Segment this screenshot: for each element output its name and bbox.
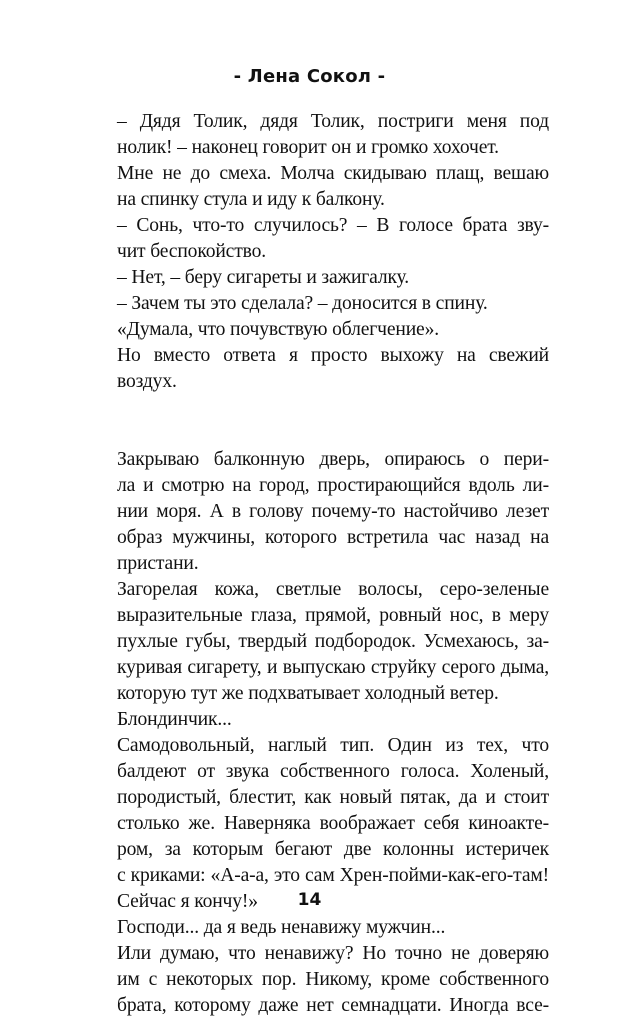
text-line: – Нет, – беру сигареты и зажигалку.: [117, 267, 410, 288]
paragraph: [92, 707, 549, 733]
paragraph: [92, 291, 549, 317]
text-line: Загорелая кожа, светлые волосы, серо-зеленые: [117, 579, 549, 600]
text-line: Или думаю, что ненавижу? Но точно не доверяю: [117, 943, 549, 964]
text-line: нолик! – наконец говорит он и громко хохочет.: [117, 137, 499, 158]
text-line: – Зачем ты это сделала? – доносится в спину.: [117, 293, 488, 314]
text-line: образ мужчины, которого встретила час назад на: [117, 527, 549, 548]
page-text-body: [92, 109, 549, 1019]
text-line: Закрываю балконную дверь, опираюсь о пери-: [117, 449, 549, 470]
text-line: – Дядя Толик, дядя Толик, постриги меня под: [117, 111, 549, 132]
paragraph: [92, 213, 549, 265]
text-line: Господи... да я ведь ненавижу мужчин...: [117, 917, 446, 938]
text-line: столько же. Наверняка воображает себя киноакте-: [117, 813, 549, 834]
paragraph: [92, 109, 549, 161]
text-line: пристани.: [117, 553, 199, 574]
paragraph: [92, 343, 549, 395]
text-line: породистый, блестит, как новый пятак, да и стоит: [117, 787, 549, 808]
text-line: нии моря. А в голову почему-то настойчиво лезет: [117, 501, 549, 522]
text-line: с криками: «А-а-а, это сам Хрен-пойми-как-его-там!: [117, 865, 549, 886]
running-header: - Лена Сокол -: [233, 66, 386, 87]
text-line: на спинку стула и иду к балкону.: [117, 189, 385, 210]
paragraph: [92, 447, 549, 577]
page-number: 14: [297, 890, 322, 910]
paragraph: [92, 317, 549, 343]
text-line: Но вместо ответа я просто выхожу на свежий: [117, 345, 549, 366]
text-line: брата, которому даже нет семнадцати. Иногда все-: [117, 995, 549, 1016]
text-line: им с некоторых пор. Никому, кроме собственного: [117, 969, 549, 990]
section-break: [92, 395, 549, 447]
paragraph: [92, 577, 549, 707]
paragraph: [92, 265, 549, 291]
paragraph: [92, 915, 549, 941]
paragraph: [92, 161, 549, 213]
paragraph: [92, 733, 549, 915]
text-line: Сейчас я кончу!»: [117, 891, 258, 912]
text-line: куривая сигарету, и выпускаю струйку серого дыма,: [117, 657, 549, 678]
text-line: пухлые губы, твердый подбородок. Усмехаюсь, за-: [117, 631, 549, 652]
text-line: чит беспокойство.: [117, 241, 267, 262]
text-line: Самодовольный, наглый тип. Один из тех, что: [117, 735, 549, 756]
text-line: которую тут же подхватывает холодный ветер.: [117, 683, 499, 704]
text-line: выразительные глаза, прямой, ровный нос, в меру: [117, 605, 549, 626]
paragraph: [92, 941, 549, 1019]
text-line: воздух.: [117, 371, 177, 392]
text-line: – Сонь, что-то случилось? – В голосе брата зву-: [117, 215, 549, 236]
text-line: «Думала, что почувствую облегчение».: [117, 319, 440, 340]
text-line: балдеют от звука собственного голоса. Холеный,: [117, 761, 549, 782]
text-line: Мне не до смеха. Молча скидываю плащ, вешаю: [117, 163, 549, 184]
text-line: Блондинчик...: [117, 709, 232, 730]
text-line: ла и смотрю на город, простирающийся вдоль ли-: [117, 475, 549, 496]
text-line: ром, за которым бегают две колонны истеричек: [117, 839, 549, 860]
